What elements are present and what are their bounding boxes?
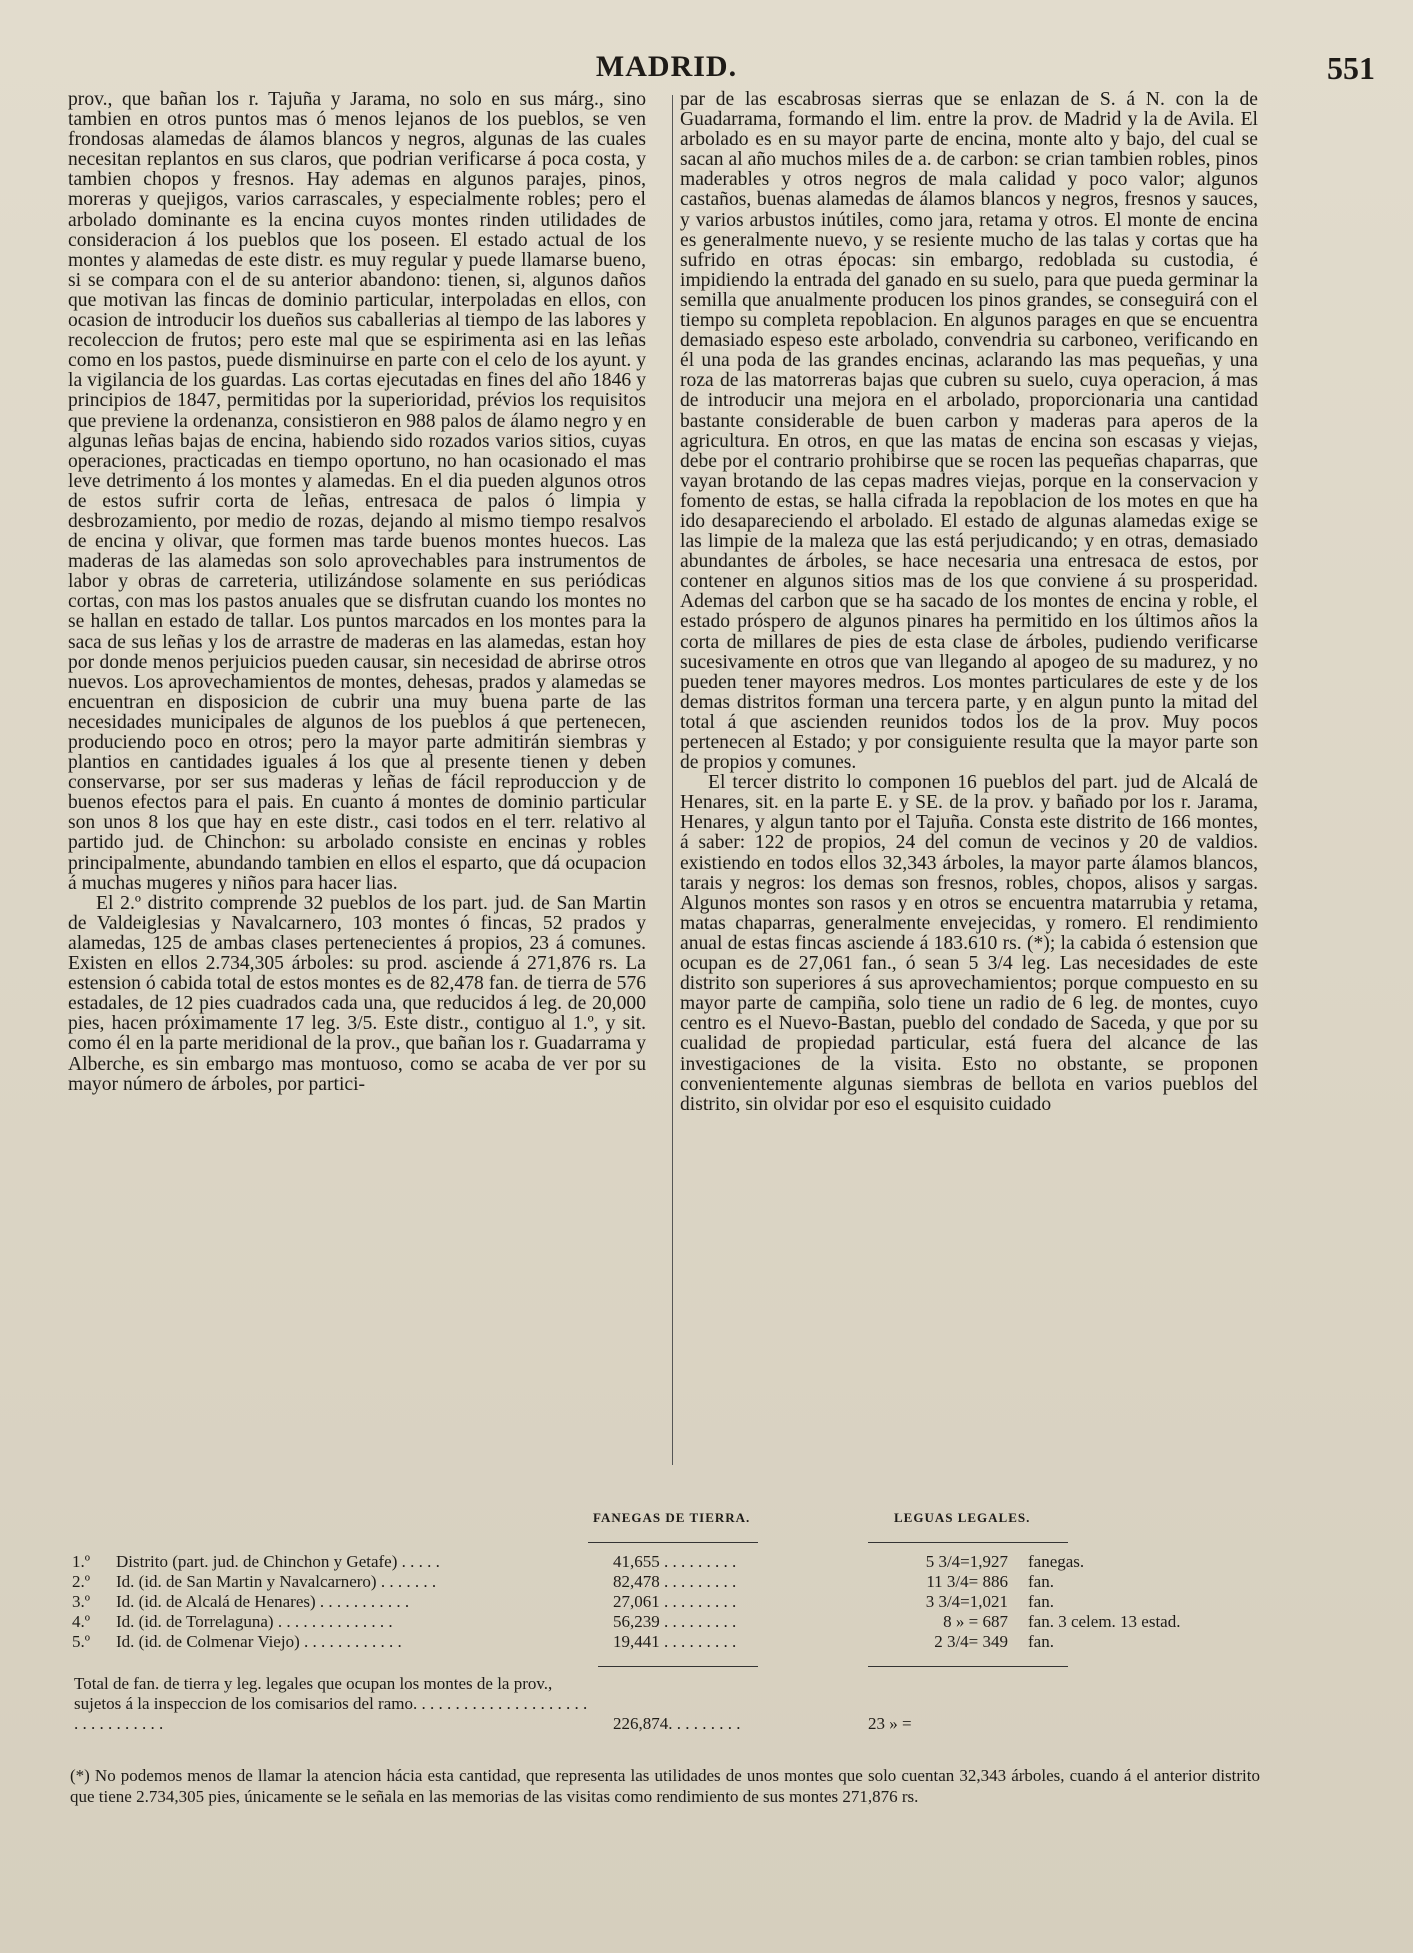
row-unit: fan. [1028, 1632, 1054, 1651]
summary-table [68, 1510, 1262, 1736]
total-rule [598, 1666, 758, 1667]
row-fanegas: 19,441 . . . . . . . . . [613, 1632, 737, 1651]
row-fanegas: 27,061 . . . . . . . . . [613, 1592, 737, 1611]
row-number: 4.º [72, 1612, 91, 1631]
total-rule [868, 1666, 1068, 1667]
page-header [70, 50, 1375, 90]
row-number: 3.º [72, 1592, 91, 1611]
table-header [68, 1510, 1262, 1542]
total-label: Total de fan. de tierra y leg. legales que ocupan los montes de la prov., sujetos á la inspeccion de los comisarios del ramo. . . . . . . . . . . . . . . . . . . . . . . . . . . . . . . . [74, 1674, 588, 1733]
paragraph: prov., que bañan los r. Tajuña y Jarama, no solo en sus márg., sino tambien en otros puntos mas ó menos lejanos de los pueblos, se ven frondosas alamedas de álamos blancos y negros, algunas de las cuales necesitan replantos en sus claros, que podrian verificarse á poca costa, y tambien chopos y fresnos. Hay ademas en algunos parajes, pinos, moreras y quejigos, varios carrascales, y especialmente robles; pero el arbolado dominante es la encina cuyos montes rinden utilidades de consideracion á los pueblos que los poseen. El estado actual de los montes y alamedas de este distr. es muy regular y puede llamarse bueno, si se compara con el de su anterior abandono: tienen, si, algunos daños que motivan las fincas de dominio particular, interpoladas en ellos, con ocasion de introducir los dueños sus caballerias al tiempo de las labores y recoleccion de frutos; pero este mal que se espirimenta asi en las leñas como en los pastos, puede disminuirse en parte con el celo de los ayunt. y la vigilancia de los guardas. Las cortas ejecutadas en fines del año 1846 y principios de 1847, permitidas por la superioridad, prévios los requisitos que previene la ordenanza, consistieron en 988 palos de álamo negro y en algunas leñas bajas de encina, habiendo sido rozados varios sitios, cuyas operaciones, practicadas en tiempo oportuno, no han ocasionado el mas leve detrimento á los montes y alamedas. En el dia pueden algunos otros de estos sufrir corta de leñas, entresaca de palos ó limpia y desbrozamiento, por medio de rozas, dejando al mismo tiempo resalvos de encina y olivar, que formen mas tarde buenos montes huecos. Las maderas de las alamedas son solo aprovechables para instrumentos de labor y obras de carreteria, utilizándose solamente en sus periódicas cortas, con mas los pastos anuales que se disfrutan cuando los montes no se hallan en estado de tallar. Los puntos marcados en los montes para la saca de sus leñas y los de arrastre de maderas en las alamedas, estan hoy por donde menos perjuicios pueden causar, sin necesidad de abrirse otros nuevos. Los aprovechamientos de montes, dehesas, prados y alamedas se encuentran en disposicion de cubrir una muy buena parte de las necesidades municipales de algunos de los pueblos á que pertenecen, produciendo poco en otros; pero la mayor parte admitirán siembras y plantios en cantidades iguales á los que al presente tienen y deben conservarse, por ser sus maderas y leñas de fácil reproduccion y de buenos efectos para el pais. En cuanto á montes de dominio particular son unos 8 los que hay en este distr., casi todos en el terr. relativo al partido jud. de Chinchon: su arbolado consiste en encinas y robles principalmente, abundando tambien en ellos el esparto, que dá ocupacion á muchas mugeres y niños para hacer lias. [68, 89, 646, 894]
page-number: 551 [1327, 50, 1375, 86]
header-underline [868, 1542, 1068, 1543]
running-title: MADRID. [595, 50, 738, 83]
row-unit: fan. [1028, 1572, 1054, 1591]
row-label: Distrito (part. jud. de Chinchon y Getafe) . . . . . [116, 1552, 440, 1571]
right-column [680, 90, 1258, 1115]
row-fanegas: 56,239 . . . . . . . . . [613, 1612, 737, 1631]
table-row [68, 1612, 1262, 1632]
header-underline [588, 1542, 758, 1543]
row-label: Id. (id. de Alcalá de Henares) . . . . . . . . . . . [116, 1592, 410, 1611]
paragraph: El tercer distrito lo componen 16 pueblos del part. jud de Alcalá de Henares, sit. en la parte E. y SE. de la prov. y bañado por los r. Jarama, Henares, y algun tanto por el Tajuña. Consta este distrito de 166 montes, á saber: 122 de propios, 24 del comun de vecinos y 20 de valdios. existiendo en todos ellos 32,343 árboles, la mayor parte álamos blancos, tarais y negros: los demas son fresnos, robles, chopos, alisos y sargas. Algunos montes son rasos y en otros se encuentra matarrubia y retama, matas chaparras, generalmente envejecidas, y romero. El rendimiento anual de estas fincas asciende á 183.610 rs. (*); la cabida ó estension que ocupan es de 27,061 fan., ó sean 5 3/4 leg. Las necesidades de este distrito son superiores á sus aprovechamientos; porque compuesto en su mayor parte de campiña, solo tiene un radio de 6 leg. de montes, cuyo centro es el Nuevo-Bastan, pueblo del condado de Saceda, y que por su cualidad de propiedad particular, está fuera del alcance de las investigaciones de la visita. Esto no obstante, se proponen convenientemente algunas siembras de bellota en varios pueblos del distrito, sin olvidar por eso el esquisito cuidado [680, 772, 1258, 1115]
left-column [68, 90, 646, 1095]
paragraph: par de las escabrosas sierras que se enlazan de S. á N. con la de Guadarrama, formando el lim. entre la prov. de Madrid y la de Avila. El arbolado es en su mayor parte de encina, monte alto y bajo, del cual se sacan al año muchos miles de a. de carbon: se crian tambien robles, pinos maderables y otros negros de mala calidad y poco valor; algunos castaños, buenas alamedas de álamos blancos y negros, fresnos y sauces, y varios arbustos inútiles, como jara, retama y otros. El monte de encina es generalmente nuevo, y se resiente mucho de las talas y cortas que ha sufrido en otras épocas: sin embargo, redoblada su custodia, é impidiendo la entrada del ganado en su suelo, para que pueda germinar la semilla que anualmente producen los pinos grandes, se conseguirá con el tiempo su completa repoblacion. En algunos parages en que se encuentra demasiado espeso este arbolado, convendria su carboneo, verificando en él una poda de las grandes encinas, aclarando las mas pequeñas, y una roza de las matorreras bajas que cubren su suelo, cuya operacion, á mas de introducir una mejora en el arbolado, proporcionaria una cantidad bastante considerable de buen carbon y maderas para aperos de la agricultura. En otros, en que las matas de encina son escasas y viejas, debe por el contrario prohibirse que se rocen las pequeñas chaparras, que vayan brotando de las cepas madres viejas, porque en la conservacion y fomento de estas, se halla cifrada la repoblacion de los motes en que ha ido desapareciendo el arbolado. El estado de algunas alamedas exige se las limpie de la maleza que las está perjudicando; y en otras, demasiado abundantes de árboles, se hace necesaria una entresaca de estos, por contener en algunos sitios mas de los que conviene á su prosperidad. Ademas del carbon que se ha sacado de los montes de encina y roble, el estado próspero de algunos pinares ha permitido en los últimos años la corta de millares de pies de esta clase de árboles, pudiendo verificarse sucesivamente en otros que van llegando al apogeo de su madurez, y no pueden tener mayores medros. Los montes particulares de este y de los demas distritos forman una tercera parte, y en algun punto la mitad del total á que ascienden reunidos todos los de la prov. Muy pocos pertenecen al Estado; y por consiguiente resulta que la mayor parte son de propios y comunes. [680, 89, 1258, 774]
row-leguas: 3 3/4=1,021 [925, 1592, 1008, 1611]
table-total [68, 1666, 1262, 1736]
table-row [68, 1592, 1262, 1612]
row-number: 1.º [72, 1552, 91, 1571]
table-row [68, 1632, 1262, 1652]
row-label: Id. (id. de Torrelaguna) . . . . . . . . . . . . . . [116, 1612, 393, 1631]
header-leguas: LEGUAS LEGALES. [894, 1510, 1031, 1525]
header-fanegas: FANEGAS DE TIERRA. [593, 1510, 751, 1525]
row-leguas: 8 » = 687 [943, 1612, 1008, 1631]
row-leguas: 2 3/4= 349 [934, 1632, 1008, 1651]
total-leguas: 23 » = [868, 1714, 912, 1733]
total-fanegas: 226,874. . . . . . . . . [613, 1714, 741, 1733]
row-fanegas: 82,478 . . . . . . . . . [613, 1572, 737, 1591]
row-leguas: 5 3/4=1,927 [925, 1552, 1008, 1571]
paragraph: El 2.º distrito comprende 32 pueblos de los part. jud. de San Martin de Valdeiglesias y Navalcarnero, 103 montes ó fincas, 52 prados y alamedas, 125 de ambas clases pertenecientes á propios, 23 á comunes. Existen en ellos 2.734,305 árboles: su prod. asciende á 271,876 rs. La estension ó cabida total de estos montes es de 82,478 fan. de tierra de 576 estadales, de 12 pies cuadrados cada una, que reducidos á leg. de 20,000 pies, hacen próximamente 17 leg. 3/5. Este distr., contiguo al 1.º, y sit. como él en la parte meridional de la prov., que bañan los r. Guadarrama y Alberche, es sin embargo mas montuoso, como se acaba de ver por su mayor número de árboles, por partici- [68, 892, 646, 1095]
row-number: 2.º [72, 1572, 91, 1591]
table-row [68, 1572, 1262, 1592]
row-leguas: 11 3/4= 886 [926, 1572, 1008, 1591]
row-unit: fan. [1028, 1592, 1054, 1611]
row-fanegas: 41,655 . . . . . . . . . [613, 1552, 737, 1571]
row-label: Id. (id. de Colmenar Viejo) . . . . . . . . . . . . [116, 1632, 402, 1651]
table-row [68, 1552, 1262, 1572]
row-unit: fan. 3 celem. 13 estad. [1028, 1612, 1181, 1631]
footnote: (*) No podemos menos de llamar la atencion hácia esta cantidad, que representa las utilidades de unos montes que solo cuentan 32,343 árboles, cuando á el anterior distrito que tiene 2.734,305 pies, únicamente se le señala en las memorias de las visitas como rendimiento de sus montes 271,876 rs. [70, 1766, 1260, 1806]
row-unit: fanegas. [1028, 1552, 1085, 1571]
text-columns [68, 90, 1262, 1470]
row-number: 5.º [72, 1632, 91, 1651]
row-label: Id. (id. de San Martin y Navalcarnero) . . . . . . . [116, 1572, 437, 1591]
